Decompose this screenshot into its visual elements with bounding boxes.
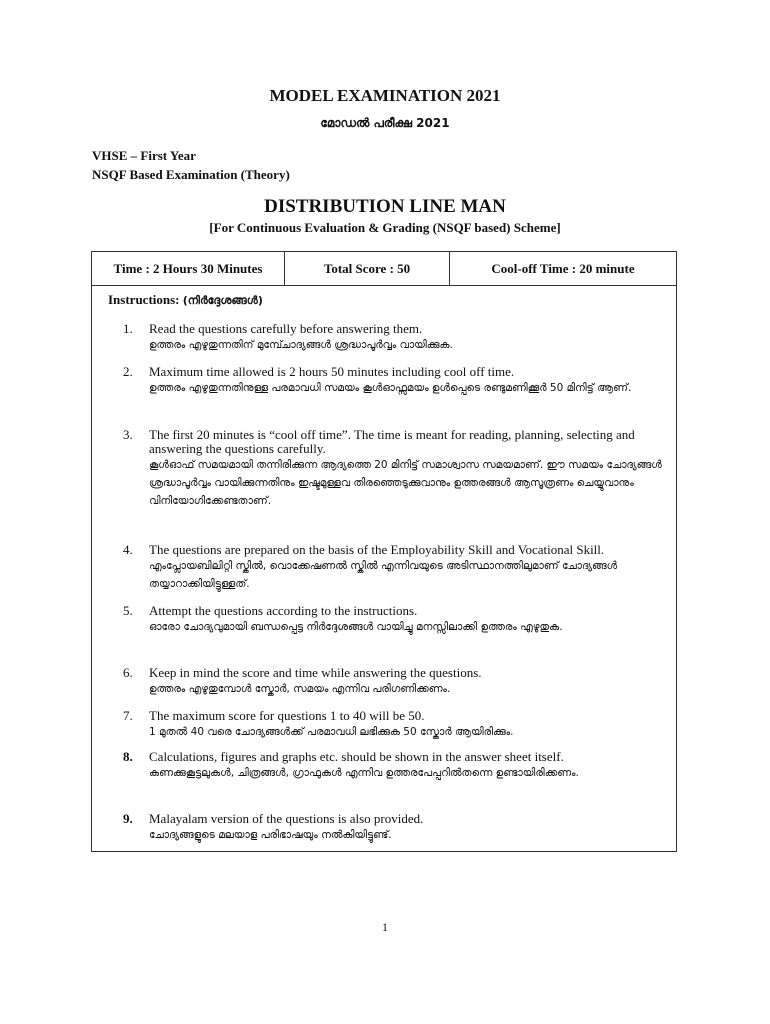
exam-title-malayalam: മോഡൽ പരീക്ഷ 2021 [320,116,450,130]
instruction-number: 4. [123,542,133,557]
time-cell: Time : 2 Hours 30 Minutes [92,252,285,285]
instruction-text-ml: ഉത്തരം എഴുതുന്നതിന് മുമ്പ്ചോദ്യങ്ങൾ ശ്രദ്ധാപൂർവ്വം വായിക്കുക. [149,339,453,351]
total-score-cell: Total Score : 50 [285,252,450,285]
instructions-heading-ml: (നിർദ്ദേശങ്ങൾ) [182,294,263,307]
instruction-text-en: Attempt the questions according to the instructions. [149,603,418,618]
cool-off-cell: Cool-off Time : 20 minute [491,260,635,276]
instructions-heading [108,292,263,308]
instructions-box [91,251,677,852]
instruction-number: 3. [123,427,133,442]
instruction-number: 5. [123,603,133,618]
page-number: 1 [382,920,388,934]
stream-label: VHSE – First Year [92,148,196,163]
instruction-number: 7. [123,708,133,723]
exam-title: MODEL EXAMINATION 2021 [269,86,501,105]
scheme-subtitle: [For Continuous Evaluation & Grading (NSQF based) Scheme] [209,220,561,235]
exam-info-row [92,252,676,286]
instruction-number: 8. [123,749,133,764]
subject-title: DISTRIBUTION LINE MAN [264,196,506,217]
instruction-text-ml: എംപ്ലോയബിലിറ്റി സ്കിൽ, വൊക്കേഷണൽ സ്കിൽ എന്നിവയുടെ അടിസ്ഥാനത്തിലുമാണ് ചോദ്യങ്ങൾ തയ്യാറാക്കിയിട്ടുള്ളത്. [149,560,618,590]
exam-type-label: NSQF Based Examination (Theory) [92,167,290,182]
instruction-text-en: Read the questions carefully before answering them. [149,321,423,336]
instruction-text-ml: കണക്കുകൂട്ടലുകൾ, ചിത്രങ്ങൾ, ഗ്രാഫുകൾ എന്നിവ ഉത്തരപേപ്പറിൽതന്നെ ഉണ്ടായിരിക്കണം. [149,767,579,779]
instruction-number: 9. [123,811,133,826]
instruction-text-en: The maximum score for questions 1 to 40 will be 50. [149,708,425,723]
instruction-number: 1. [123,321,133,336]
instruction-text-en: The questions are prepared on the basis of the Employability Skill and Vocational Skill. [149,542,605,557]
instruction-number: 6. [123,665,133,680]
instruction-text-ml: കൂൾഓഫ് സമയമായി തന്നിരിക്കുന്ന ആദ്യത്തെ 20 മിനിട്ട് സമാശ്വാസ സമയമാണ്. ഈ സമയം ചോദ്യങ്ങൾ ശ്രദ്ധാപൂർവ്വം വായിക്കുന്നതിനും ഇഷ്ടമുള്ളവ തിരഞ്ഞെടുക്കുവാനും ഉത്തരങ്ങൾ ആസൂത്രണം ചെയ്യുവാനും വിനിയോഗിക്കേണ്ടതാണ്. [149,459,662,507]
instruction-text-ml: ഉത്തരം എഴുതുമ്പോൾ സ്കോർ, സമയം എന്നിവ പരിഗണിക്കണം. [149,683,451,695]
instruction-text-en: Maximum time allowed is 2 hours 50 minutes including cool off time. [149,364,515,379]
instruction-text-en: The first 20 minutes is “cool off time”. The time is meant for reading, planning, selecting and answering the questions carefully. [149,427,635,456]
instruction-text-ml: 1 മുതൽ 40 വരെ ചോദ്യങ്ങൾക്ക് പരമാവധി ലഭിക്കുക 50 സ്കോർ ആയിരിക്കും. [149,726,514,738]
instruction-text-ml: ഓരോ ചോദ്യവുമായി ബന്ധപ്പെട്ട നിർദ്ദേശങ്ങൾ വായിച്ചു മനസ്സിലാക്കി ഉത്തരം എഴുതുക. [149,621,563,633]
instruction-text-ml: ചോദ്യങ്ങളുടെ മലയാള പരിഭാഷയും നൽകിയിട്ടുണ്ട്. [149,829,392,841]
instruction-text-en: Calculations, figures and graphs etc. should be shown in the answer sheet itself. [149,749,564,764]
instructions-heading-en: Instructions: [108,292,180,307]
instruction-number: 2. [123,364,133,379]
instruction-text-en: Malayalam version of the questions is also provided. [149,811,424,826]
instruction-text-en: Keep in mind the score and time while answering the questions. [149,665,482,680]
instruction-text-ml: ഉത്തരം എഴുതുന്നതിനുള്ള പരമാവധി സമയം കൂൾഓഫ്സമയം ഉൾപ്പെടെ രണ്ടുമണിക്കൂർ 50 മിനിട്ട് ആണ്. [149,382,632,394]
